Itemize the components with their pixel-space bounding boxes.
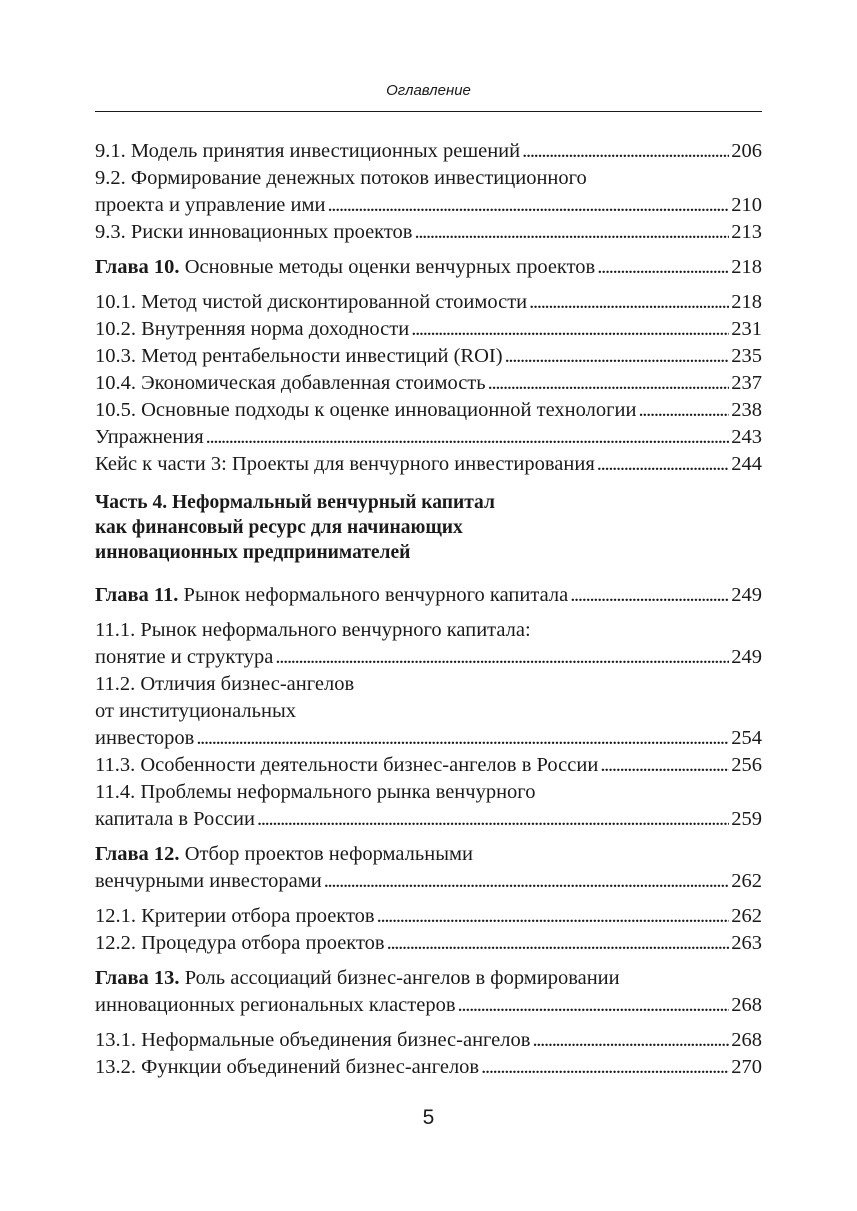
toc-page-number: 268 bbox=[731, 994, 762, 1016]
toc-entry-9-1 bbox=[95, 138, 762, 165]
dot-leader bbox=[522, 138, 729, 165]
toc-entry-11-1 bbox=[95, 617, 762, 671]
toc-entry-title-line: от институциональных bbox=[95, 700, 296, 722]
chapter-label: Глава 11. bbox=[95, 584, 179, 606]
toc-entry-title: 10.3. Метод рентабельности инвестиций (ROI) bbox=[95, 345, 503, 367]
dot-leader bbox=[570, 582, 729, 609]
toc-page-number: 262 bbox=[731, 905, 762, 927]
dot-leader bbox=[600, 752, 729, 779]
toc-chapter-11 bbox=[95, 582, 762, 609]
dot-leader bbox=[488, 370, 730, 397]
dot-leader bbox=[411, 316, 729, 343]
toc-entry-10-1 bbox=[95, 289, 762, 316]
dot-leader bbox=[458, 992, 730, 1019]
toc-entry-title-line: 11.2. Отличия бизнес-ангелов bbox=[95, 673, 355, 695]
toc-page-number: 268 bbox=[731, 1029, 762, 1051]
toc-page-number: 249 bbox=[731, 646, 762, 668]
toc-page-number: 218 bbox=[731, 256, 762, 278]
chapter-label: Глава 13. bbox=[95, 967, 180, 989]
part-heading-line: как финансовый ресурс для начинающих bbox=[95, 517, 463, 538]
toc-entry-12-1 bbox=[95, 903, 762, 930]
toc-page-number: 244 bbox=[731, 453, 762, 475]
toc-entry-title: 12.2. Процедура отбора проектов bbox=[95, 932, 385, 954]
toc-entry-title-line: 11.4. Проблемы неформального рынка венчурного bbox=[95, 781, 536, 803]
dot-leader bbox=[387, 930, 730, 957]
toc-page-number: 206 bbox=[731, 140, 762, 162]
toc-page-number: 254 bbox=[731, 727, 762, 749]
dot-leader bbox=[505, 343, 730, 370]
toc-entry-title: 13.1. Неформальные объединения бизнес-ангелов bbox=[95, 1029, 531, 1051]
dot-leader bbox=[275, 644, 729, 671]
toc-entry-title: Кейс к части 3: Проекты для венчурного инвестирования bbox=[95, 453, 595, 475]
toc-page-number: 256 bbox=[731, 754, 762, 776]
page-number: 5 bbox=[422, 1106, 435, 1129]
dot-leader bbox=[257, 806, 729, 833]
toc-entry-10-4 bbox=[95, 370, 762, 397]
toc-entry-13-2 bbox=[95, 1054, 762, 1081]
dot-leader bbox=[414, 219, 729, 246]
toc-entry-11-3 bbox=[95, 752, 762, 779]
toc-entry-title: инновационных региональных кластеров bbox=[95, 994, 456, 1016]
chapter-label: Глава 10. bbox=[95, 256, 180, 278]
toc-page-number: 262 bbox=[731, 870, 762, 892]
toc-page-number: 235 bbox=[731, 345, 762, 367]
toc-page-number: 249 bbox=[731, 584, 762, 606]
table-of-contents bbox=[95, 138, 762, 1081]
toc-entry-title: проекта и управление ими bbox=[95, 194, 326, 216]
toc-entry-title: 13.2. Функции объединений бизнес-ангелов bbox=[95, 1056, 480, 1078]
toc-entry-title: 11.3. Особенности деятельности бизнес-ангелов в России bbox=[95, 754, 599, 776]
toc-page-number: 218 bbox=[731, 291, 762, 313]
part-heading-line: инновационных предпринимателей bbox=[95, 542, 411, 563]
dot-leader bbox=[597, 254, 729, 281]
toc-page-number: 263 bbox=[731, 932, 762, 954]
dot-leader bbox=[327, 192, 729, 219]
dot-leader bbox=[597, 451, 729, 478]
toc-entry-title-line: 11.1. Рынок неформального венчурного капитала: bbox=[95, 619, 531, 641]
toc-entry-title: 9.1. Модель принятия инвестиционных решений bbox=[95, 140, 521, 162]
toc-entry-exercises bbox=[95, 424, 762, 451]
toc-page-number: 210 bbox=[731, 194, 762, 216]
toc-entry-title: 10.1. Метод чистой дисконтированной стоимости bbox=[95, 291, 528, 313]
toc-entry-9-2 bbox=[95, 165, 762, 219]
dot-leader bbox=[638, 397, 729, 424]
toc-entry-title: Рынок неформального венчурного капитала bbox=[183, 584, 569, 606]
chapter-label: Глава 12. bbox=[95, 843, 180, 865]
toc-page-number: 243 bbox=[731, 426, 762, 448]
dot-leader bbox=[481, 1054, 729, 1081]
dot-leader bbox=[377, 903, 730, 930]
dot-leader bbox=[324, 868, 730, 895]
toc-entry-title: Упражнения bbox=[95, 426, 204, 448]
toc-entry-title-line: 9.2. Формирование денежных потоков инвестиционного bbox=[95, 167, 587, 189]
part-heading-line: Часть 4. Неформальный венчурный капитал bbox=[95, 492, 495, 513]
toc-page-number: 213 bbox=[731, 221, 762, 243]
header-rule bbox=[95, 111, 762, 112]
toc-entry-title: инвесторов bbox=[95, 727, 195, 749]
toc-entry-title: понятие и структура bbox=[95, 646, 274, 668]
toc-entry-title: Основные методы оценки венчурных проектов bbox=[184, 256, 596, 278]
toc-entry-12-2 bbox=[95, 930, 762, 957]
toc-entry-title: 12.1. Критерии отбора проектов bbox=[95, 905, 375, 927]
toc-part-4-heading bbox=[95, 490, 762, 565]
toc-page-number: 259 bbox=[731, 808, 762, 830]
toc-entry-case-3 bbox=[95, 451, 762, 478]
dot-leader bbox=[532, 1027, 729, 1054]
toc-entry-title: капитала в России bbox=[95, 808, 255, 830]
dot-leader bbox=[529, 289, 729, 316]
toc-entry-10-3 bbox=[95, 343, 762, 370]
dot-leader bbox=[206, 424, 730, 451]
running-head: Оглавление bbox=[386, 82, 471, 99]
toc-entry-title: 10.5. Основные подходы к оценке инновационной технологии bbox=[95, 399, 637, 421]
toc-page-number: 231 bbox=[731, 318, 762, 340]
toc-page-number: 238 bbox=[731, 399, 762, 421]
toc-entry-title: 9.3. Риски инновационных проектов bbox=[95, 221, 413, 243]
toc-chapter-12 bbox=[95, 841, 762, 895]
toc-entry-title: 10.2. Внутренняя норма доходности bbox=[95, 318, 410, 340]
toc-entry-title-line: Отбор проектов неформальными bbox=[184, 843, 473, 865]
toc-chapter-10 bbox=[95, 254, 762, 281]
toc-entry-10-5 bbox=[95, 397, 762, 424]
toc-chapter-13 bbox=[95, 965, 762, 1019]
toc-entry-9-3 bbox=[95, 219, 762, 246]
toc-page-number: 237 bbox=[731, 372, 762, 394]
toc-page-number: 270 bbox=[731, 1056, 762, 1078]
toc-entry-title: венчурными инвесторами bbox=[95, 870, 322, 892]
toc-entry-title: 10.4. Экономическая добавленная стоимость bbox=[95, 372, 486, 394]
toc-entry-13-1 bbox=[95, 1027, 762, 1054]
dot-leader bbox=[196, 725, 729, 752]
toc-entry-10-2 bbox=[95, 316, 762, 343]
toc-entry-title-line: Роль ассоциаций бизнес-ангелов в формировании bbox=[184, 967, 620, 989]
toc-entry-11-4 bbox=[95, 779, 762, 833]
toc-entry-11-2 bbox=[95, 671, 762, 752]
